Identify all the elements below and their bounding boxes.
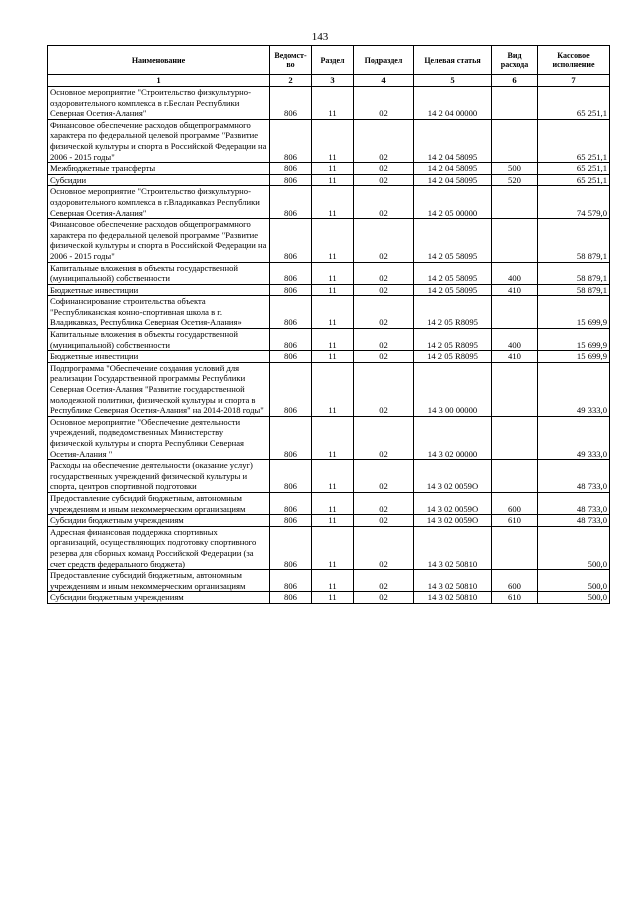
table-row — [48, 526, 610, 569]
header-expense-type: Вид расхода — [492, 46, 538, 75]
table-row — [48, 351, 610, 363]
page-number: 143 — [311, 31, 329, 43]
column-number: 1 — [48, 75, 270, 87]
row-section: 11 — [312, 119, 354, 162]
row-target-article: 14 3 02 0059О — [414, 492, 492, 514]
row-name: Субсидии — [48, 174, 270, 186]
row-subsection: 02 — [354, 87, 414, 120]
row-name: Субсидии бюджетным учреждениям — [48, 515, 270, 527]
row-department: 806 — [270, 284, 312, 296]
row-name: Основное мероприятие "Строительство физкультурно-оздоровительного комплекса в г.Беслан Республики Северная Осетия-Алания" — [48, 87, 270, 120]
table-row — [48, 296, 610, 329]
row-subsection: 02 — [354, 592, 414, 604]
header-row — [48, 46, 610, 75]
row-department: 806 — [270, 592, 312, 604]
row-name: Основное мероприятие "Обеспечение деятельности учреждений, подведомственных Министерству физической культуры и спорта Республики Северная Осетия-Алания " — [48, 416, 270, 459]
row-target-article: 14 2 05 00000 — [414, 186, 492, 219]
row-section: 11 — [312, 570, 354, 592]
table-row — [48, 284, 610, 296]
row-expense-type: 410 — [492, 284, 538, 296]
row-target-article: 14 2 04 00000 — [414, 87, 492, 120]
row-expense-type — [492, 362, 538, 416]
row-section: 11 — [312, 174, 354, 186]
table-body — [48, 87, 610, 604]
row-expense-type — [492, 119, 538, 162]
row-department: 806 — [270, 119, 312, 162]
row-subsection: 02 — [354, 186, 414, 219]
row-subsection: 02 — [354, 174, 414, 186]
table-row — [48, 592, 610, 604]
row-name: Бюджетные инвестиции — [48, 351, 270, 363]
row-name: Предоставление субсидий бюджетным, автономным учреждениям и иным некоммерческим организациям — [48, 570, 270, 592]
row-department: 806 — [270, 329, 312, 351]
row-subsection: 02 — [354, 119, 414, 162]
column-number: 3 — [312, 75, 354, 87]
row-department: 806 — [270, 570, 312, 592]
table-row — [48, 362, 610, 416]
row-expense-type: 400 — [492, 262, 538, 284]
row-subsection: 02 — [354, 163, 414, 175]
row-name: Бюджетные инвестиции — [48, 284, 270, 296]
row-subsection: 02 — [354, 515, 414, 527]
row-subsection: 02 — [354, 492, 414, 514]
table-row — [48, 219, 610, 262]
table-row — [48, 515, 610, 527]
row-department: 806 — [270, 219, 312, 262]
row-target-article: 14 3 02 50810 — [414, 592, 492, 604]
row-cash-execution: 65 251,1 — [538, 87, 610, 120]
row-target-article: 14 2 05 58095 — [414, 219, 492, 262]
row-section: 11 — [312, 592, 354, 604]
row-section: 11 — [312, 163, 354, 175]
row-department: 806 — [270, 526, 312, 569]
row-name: Капитальные вложения в объекты государственной (муниципальной) собственности — [48, 262, 270, 284]
header-subsection: Подраздел — [354, 46, 414, 75]
row-cash-execution: 49 333,0 — [538, 416, 610, 459]
row-subsection: 02 — [354, 284, 414, 296]
table-row — [48, 492, 610, 514]
header-name: Наименование — [48, 46, 270, 75]
row-cash-execution: 48 733,0 — [538, 515, 610, 527]
row-subsection: 02 — [354, 460, 414, 493]
table-row — [48, 416, 610, 459]
table-row — [48, 119, 610, 162]
row-name: Финансовое обеспечение расходов общепрограммного характера по федеральной целевой программе "Развитие физической культуры и спорта в Российской Федерации на 2006 - 2015 годы" — [48, 219, 270, 262]
table-row — [48, 262, 610, 284]
row-expense-type: 610 — [492, 515, 538, 527]
row-cash-execution: 500,0 — [538, 526, 610, 569]
row-target-article: 14 2 05 58095 — [414, 284, 492, 296]
row-name: Финансовое обеспечение расходов общепрограммного характера по федеральной целевой программе "Развитие физической культуры и спорта в Российской Федерации на 2006 - 2015 годы" — [48, 119, 270, 162]
row-section: 11 — [312, 515, 354, 527]
row-expense-type — [492, 416, 538, 459]
row-department: 806 — [270, 296, 312, 329]
column-number: 7 — [538, 75, 610, 87]
row-target-article: 14 2 05 R8095 — [414, 329, 492, 351]
row-expense-type — [492, 186, 538, 219]
row-subsection: 02 — [354, 526, 414, 569]
row-target-article: 14 2 04 58095 — [414, 163, 492, 175]
table-row — [48, 329, 610, 351]
row-expense-type: 610 — [492, 592, 538, 604]
row-section: 11 — [312, 329, 354, 351]
row-target-article: 14 2 05 R8095 — [414, 296, 492, 329]
row-section: 11 — [312, 87, 354, 120]
row-subsection: 02 — [354, 296, 414, 329]
row-section: 11 — [312, 219, 354, 262]
row-section: 11 — [312, 351, 354, 363]
row-name: Расходы на обеспечение деятельности (оказание услуг) государственных учреждений физической культуры и спорта, центров спортивной подготовки — [48, 460, 270, 493]
row-cash-execution: 49 333,0 — [538, 362, 610, 416]
row-expense-type: 600 — [492, 492, 538, 514]
column-number-row — [48, 75, 610, 87]
row-subsection: 02 — [354, 219, 414, 262]
row-section: 11 — [312, 262, 354, 284]
row-cash-execution: 58 879,1 — [538, 219, 610, 262]
table-row — [48, 570, 610, 592]
row-cash-execution: 15 699,9 — [538, 329, 610, 351]
row-department: 806 — [270, 515, 312, 527]
row-expense-type — [492, 460, 538, 493]
row-target-article: 14 3 02 50810 — [414, 526, 492, 569]
row-department: 806 — [270, 460, 312, 493]
header-section: Раздел — [312, 46, 354, 75]
row-department: 806 — [270, 163, 312, 175]
row-department: 806 — [270, 87, 312, 120]
row-department: 806 — [270, 362, 312, 416]
row-name: Основное мероприятие "Строительство физкультурно-оздоровительного комплекса в г.Владикавказ Республики Северная Осетия-Алания" — [48, 186, 270, 219]
row-section: 11 — [312, 296, 354, 329]
row-section: 11 — [312, 362, 354, 416]
row-cash-execution: 48 733,0 — [538, 492, 610, 514]
row-section: 11 — [312, 460, 354, 493]
row-name: Подпрограмма "Обеспечение создания условий для реализации Государственной программы Республики Северная Осетия-Алания "Развитие государственной молодежной политики, физической культуры и спорта в Республике Северная Осетия-Алания" на 2014-2018 годы" — [48, 362, 270, 416]
row-expense-type: 500 — [492, 163, 538, 175]
row-name: Адресная финансовая поддержка спортивных организаций, осуществляющих подготовку спортивного резерва для сборных команд Российской Федерации (за счет средств федерального бюджета) — [48, 526, 270, 569]
row-target-article: 14 2 05 R8095 — [414, 351, 492, 363]
row-department: 806 — [270, 492, 312, 514]
row-name: Межбюджетные трансферты — [48, 163, 270, 175]
row-target-article: 14 2 04 58095 — [414, 174, 492, 186]
table-row — [48, 460, 610, 493]
row-cash-execution: 48 733,0 — [538, 460, 610, 493]
budget-table — [47, 45, 610, 604]
row-subsection: 02 — [354, 351, 414, 363]
row-department: 806 — [270, 186, 312, 219]
row-section: 11 — [312, 492, 354, 514]
row-cash-execution: 15 699,9 — [538, 351, 610, 363]
row-expense-type — [492, 87, 538, 120]
table-row — [48, 186, 610, 219]
row-name: Предоставление субсидий бюджетным, автономным учреждениям и иным некоммерческим организациям — [48, 492, 270, 514]
row-target-article: 14 3 02 00000 — [414, 416, 492, 459]
row-expense-type: 400 — [492, 329, 538, 351]
row-name: Субсидии бюджетным учреждениям — [48, 592, 270, 604]
row-cash-execution: 500,0 — [538, 570, 610, 592]
row-expense-type — [492, 526, 538, 569]
row-cash-execution: 65 251,1 — [538, 174, 610, 186]
row-expense-type: 520 — [492, 174, 538, 186]
row-section: 11 — [312, 526, 354, 569]
row-department: 806 — [270, 262, 312, 284]
row-target-article: 14 3 02 50810 — [414, 570, 492, 592]
header-cash-execution: Кассовое исполнение — [538, 46, 610, 75]
row-target-article: 14 3 02 0059О — [414, 515, 492, 527]
table-row — [48, 87, 610, 120]
row-department: 806 — [270, 351, 312, 363]
row-subsection: 02 — [354, 416, 414, 459]
row-subsection: 02 — [354, 570, 414, 592]
column-number: 6 — [492, 75, 538, 87]
row-cash-execution: 15 699,9 — [538, 296, 610, 329]
row-expense-type — [492, 296, 538, 329]
row-subsection: 02 — [354, 329, 414, 351]
row-subsection: 02 — [354, 262, 414, 284]
row-target-article: 14 2 05 58095 — [414, 262, 492, 284]
row-target-article: 14 2 04 58095 — [414, 119, 492, 162]
row-expense-type: 600 — [492, 570, 538, 592]
row-cash-execution: 74 579,0 — [538, 186, 610, 219]
row-expense-type: 410 — [492, 351, 538, 363]
header-department: Ведомст-во — [270, 46, 312, 75]
row-target-article: 14 3 02 0059О — [414, 460, 492, 493]
row-expense-type — [492, 219, 538, 262]
column-number: 5 — [414, 75, 492, 87]
row-name: Софинансирование строительства объекта "Республиканская конно-спортивная школа в г. Владикавказ, Республика Северная Осетия-Алания» — [48, 296, 270, 329]
column-number: 4 — [354, 75, 414, 87]
row-department: 806 — [270, 416, 312, 459]
row-cash-execution: 58 879,1 — [538, 262, 610, 284]
row-section: 11 — [312, 186, 354, 219]
header-target-article: Целевая статья — [414, 46, 492, 75]
row-name: Капитальные вложения в объекты государственной (муниципальной) собственности — [48, 329, 270, 351]
table-row — [48, 174, 610, 186]
row-cash-execution: 500,0 — [538, 592, 610, 604]
row-cash-execution: 65 251,1 — [538, 163, 610, 175]
row-cash-execution: 65 251,1 — [538, 119, 610, 162]
row-section: 11 — [312, 284, 354, 296]
row-department: 806 — [270, 174, 312, 186]
row-cash-execution: 58 879,1 — [538, 284, 610, 296]
row-subsection: 02 — [354, 362, 414, 416]
column-number: 2 — [270, 75, 312, 87]
table-row — [48, 163, 610, 175]
row-target-article: 14 3 00 00000 — [414, 362, 492, 416]
row-section: 11 — [312, 416, 354, 459]
